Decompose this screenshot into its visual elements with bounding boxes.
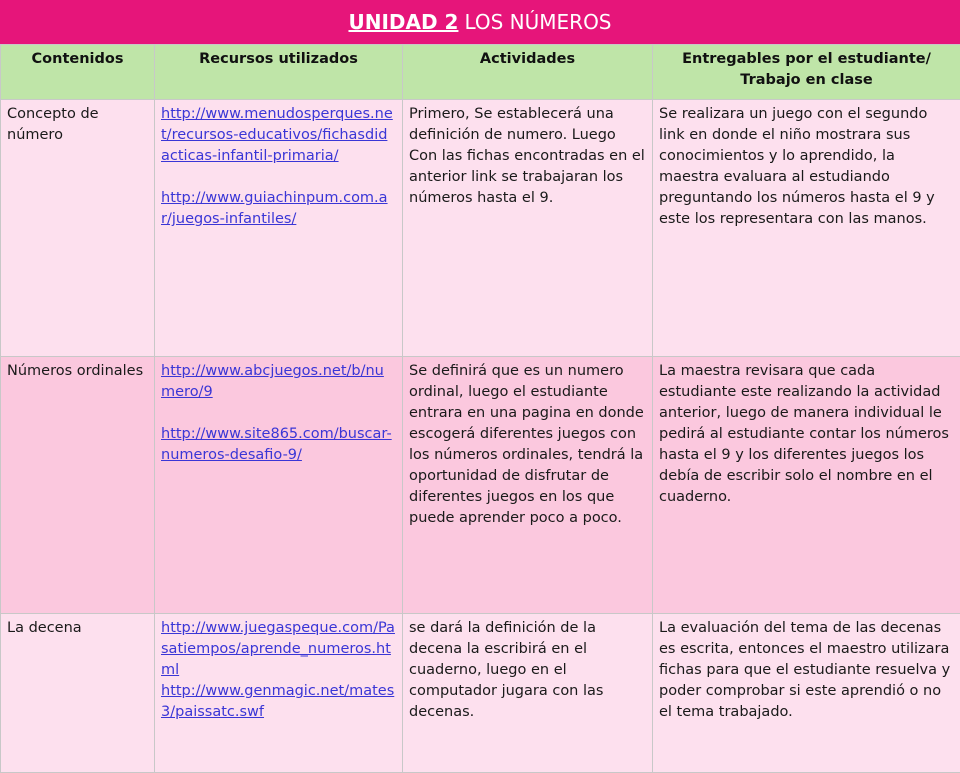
resource-link[interactable]: http://www.juegaspeque.com/Pasatiempos/aprende_numeros.html: [161, 618, 396, 681]
cell-actividades: se dará la definición de la decena la escribirá en el cuaderno, luego en el computador jugara con las decenas.: [403, 614, 653, 773]
table-row: [1, 357, 960, 614]
unit-table: [0, 44, 960, 773]
table-row: [1, 614, 960, 773]
cell-recursos: [155, 357, 403, 614]
resource-link[interactable]: http://www.guiachinpum.com.ar/juegos-infantiles/: [161, 188, 396, 230]
cell-contenido: Concepto de número: [1, 100, 155, 357]
cell-actividades: Primero, Se establecerá una definición de numero. Luego Con las fichas encontradas en el anterior link se trabajaran los números hasta el 9.: [403, 100, 653, 357]
cell-entregables: Se realizara un juego con el segundo link en donde el niño mostrara sus conocimientos y lo aprendido, la maestra evaluara al estudiando preguntando los números hasta el 9 y este los representara con las manos.: [653, 100, 960, 357]
resource-link[interactable]: http://www.menudosperques.net/recursos-educativos/fichasdidacticas-infantil-primaria/: [161, 104, 396, 167]
cell-contenido: La decena: [1, 614, 155, 773]
resource-link[interactable]: http://www.genmagic.net/mates3/paissatc.swf: [161, 681, 396, 723]
cell-recursos: [155, 614, 403, 773]
cell-entregables: La maestra revisara que cada estudiante este realizando la actividad anterior, luego de manera individual le pedirá al estudiante contar los números hasta el 9 y los diferentes juegos los debía de escribir solo el nombre en el cuaderno.: [653, 357, 960, 614]
header-entregables: Entregables por el estudiante/ Trabajo en clase: [653, 45, 960, 100]
cell-entregables: La evaluación del tema de las decenas es escrita, entonces el maestro utilizara fichas para que el estudiante resuelva y poder comprobar si este aprendió o no el tema trabajado.: [653, 614, 960, 773]
table-row: [1, 100, 960, 357]
cell-recursos: [155, 100, 403, 357]
cell-actividades: Se definirá que es un numero ordinal, luego el estudiante entrara en una pagina en donde escogerá diferentes juegos con los números ordinales, tendrá la oportunidad de disfrutar de diferentes juegos en los que puede aprender poco a poco.: [403, 357, 653, 614]
header-contenidos: Contenidos: [1, 45, 155, 100]
table-header-row: [1, 45, 960, 100]
resource-link[interactable]: http://www.site865.com/buscar-numeros-desafio-9/: [161, 424, 396, 466]
header-actividades: Actividades: [403, 45, 653, 100]
header-recursos: Recursos utilizados: [155, 45, 403, 100]
resource-link[interactable]: http://www.abcjuegos.net/b/numero/9: [161, 361, 396, 403]
title-unit: UNIDAD 2: [348, 10, 458, 34]
page-title: [0, 0, 960, 44]
cell-contenido: Números ordinales: [1, 357, 155, 614]
title-topic: LOS NÚMEROS: [464, 10, 611, 34]
